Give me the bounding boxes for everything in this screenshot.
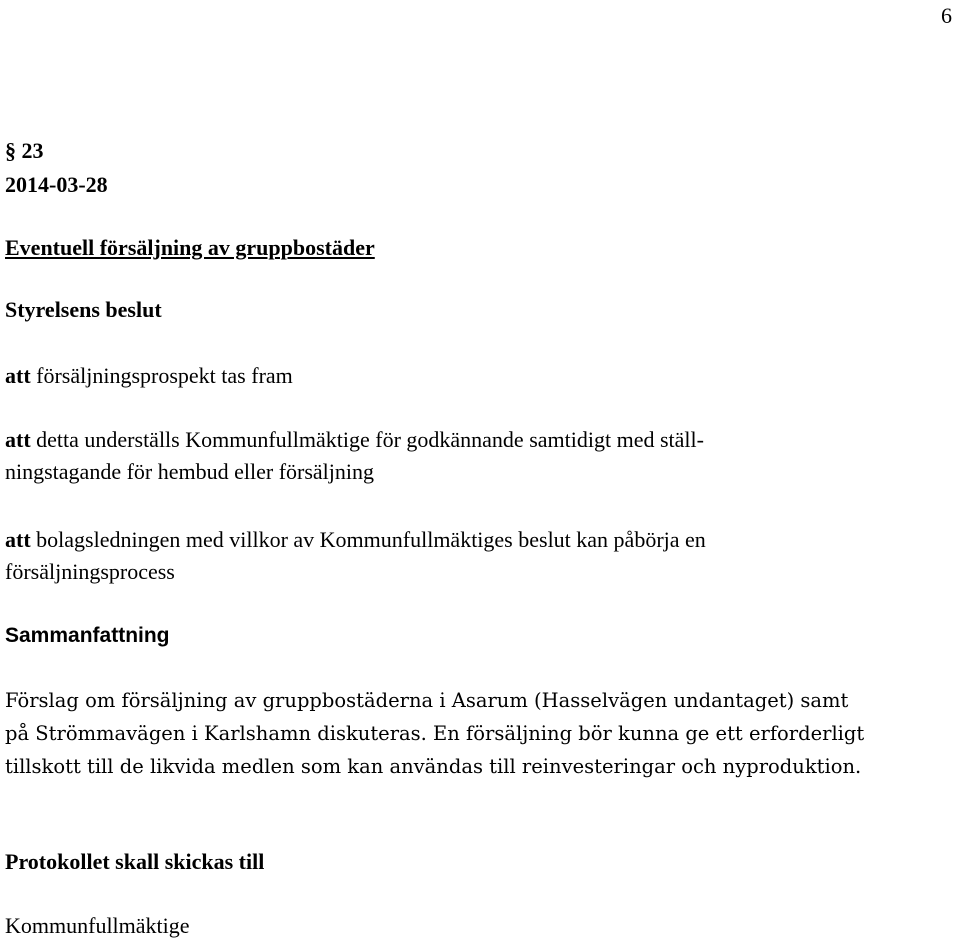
section-symbol: § xyxy=(5,138,16,163)
summary-line: på Strömmavägen i Karlshamn diskuteras. En försäljning bör kunna ge ett erforderligt xyxy=(5,722,865,745)
decision-item-text: detta underställs Kommunfullmäktige för godkännande samtidigt med ställ- xyxy=(36,427,704,452)
summary-line: Förslag om försäljning av gruppbostäderna i Asarum (Hasselvägen undantaget) samt xyxy=(5,689,849,712)
section-header xyxy=(5,134,955,202)
protocol-heading: Protokollet skall skickas till xyxy=(5,849,265,874)
decision-item-keyword: att xyxy=(5,527,31,552)
section-date: 2014-03-28 xyxy=(5,172,108,197)
decision-heading: Styrelsens beslut xyxy=(5,297,162,322)
decision-item-keyword: att xyxy=(5,363,31,388)
decision-item-text: försäljningsprospekt tas fram xyxy=(36,363,293,388)
document-title: Eventuell försäljning av gruppbostäder xyxy=(5,235,375,260)
decision-item-text-continued: försäljningsprocess xyxy=(5,559,175,584)
page-number: 6 xyxy=(941,3,952,28)
decision-item-keyword: att xyxy=(5,427,31,452)
decision-item-text-continued: ningstagande för hembud eller försäljning xyxy=(5,459,375,484)
summary-heading: Sammanfattning xyxy=(5,624,170,647)
decision-item-1 xyxy=(5,360,955,392)
decision-item-3 xyxy=(5,524,955,588)
section-number-value: 23 xyxy=(21,138,44,163)
summary-line: tillskott till de likvida medlen som kan användas till reinvesteringar och nyproduktion. xyxy=(5,755,862,778)
decision-item-text: bolagsledningen med villkor av Kommunfullmäktiges beslut kan påbörja en xyxy=(36,527,706,552)
summary-paragraph xyxy=(5,684,955,783)
section-number xyxy=(5,134,955,168)
decision-item-2 xyxy=(5,424,955,488)
protocol-recipient: Kommunfullmäktige xyxy=(5,913,190,938)
